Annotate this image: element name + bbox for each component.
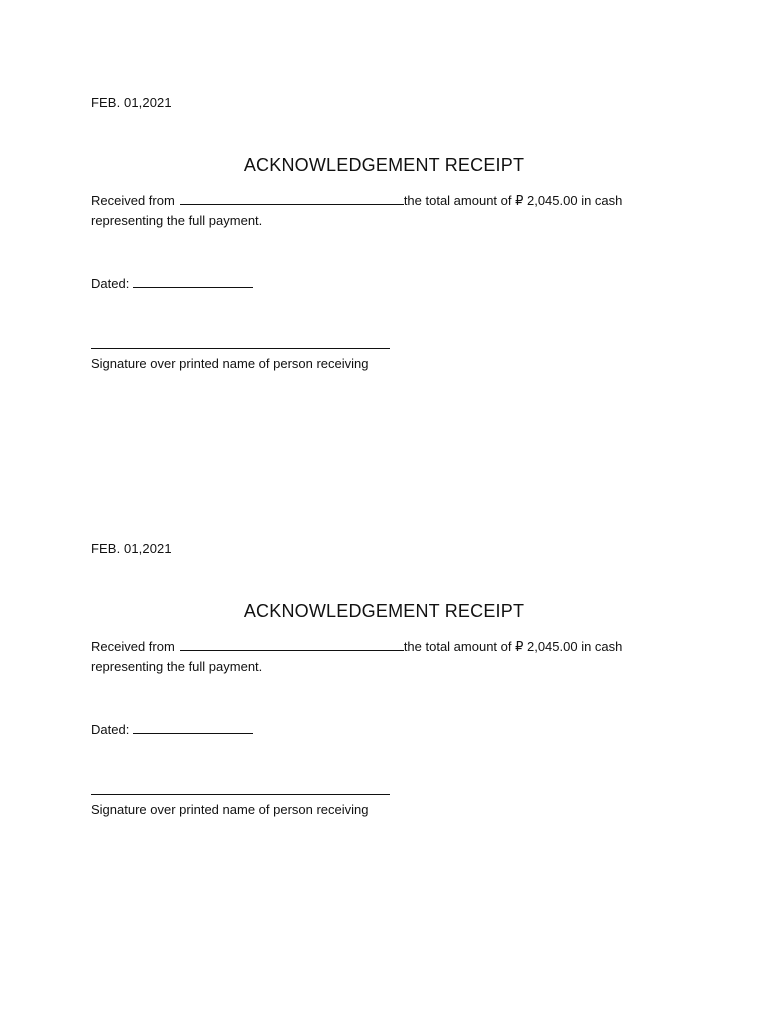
signature-label: Signature over printed name of person receiving bbox=[91, 356, 369, 371]
received-from-line bbox=[91, 192, 622, 209]
receipt-2 bbox=[0, 446, 768, 886]
receipt-title: ACKNOWLEDGEMENT RECEIPT bbox=[243, 155, 525, 175]
receipt-date: FEB. 01,2021 bbox=[91, 541, 172, 556]
receipt-title: ACKNOWLEDGEMENT RECEIPT bbox=[243, 601, 525, 621]
dated-blank[interactable] bbox=[133, 721, 253, 734]
amount-text: the total amount of ₽ 2,045.00 in cash bbox=[403, 193, 623, 208]
receipt-1 bbox=[0, 0, 768, 440]
amount-text: the total amount of ₽ 2,045.00 in cash bbox=[403, 639, 623, 654]
payer-name-blank[interactable] bbox=[180, 638, 404, 651]
dated-label: Dated: bbox=[91, 276, 130, 291]
payment-description: representing the full payment. bbox=[91, 659, 263, 674]
signature-label: Signature over printed name of person receiving bbox=[91, 802, 369, 817]
received-from-label: Received from bbox=[91, 193, 175, 208]
dated-label: Dated: bbox=[91, 722, 130, 737]
received-from-line bbox=[91, 638, 622, 655]
dated-row bbox=[91, 275, 253, 291]
received-from-label: Received from bbox=[91, 639, 175, 654]
signature-line[interactable] bbox=[91, 794, 390, 795]
receipt-date: FEB. 01,2021 bbox=[91, 95, 172, 110]
payment-description: representing the full payment. bbox=[91, 213, 263, 228]
dated-row bbox=[91, 721, 253, 737]
dated-blank[interactable] bbox=[133, 275, 253, 288]
signature-line[interactable] bbox=[91, 348, 390, 349]
payer-name-blank[interactable] bbox=[180, 192, 404, 205]
